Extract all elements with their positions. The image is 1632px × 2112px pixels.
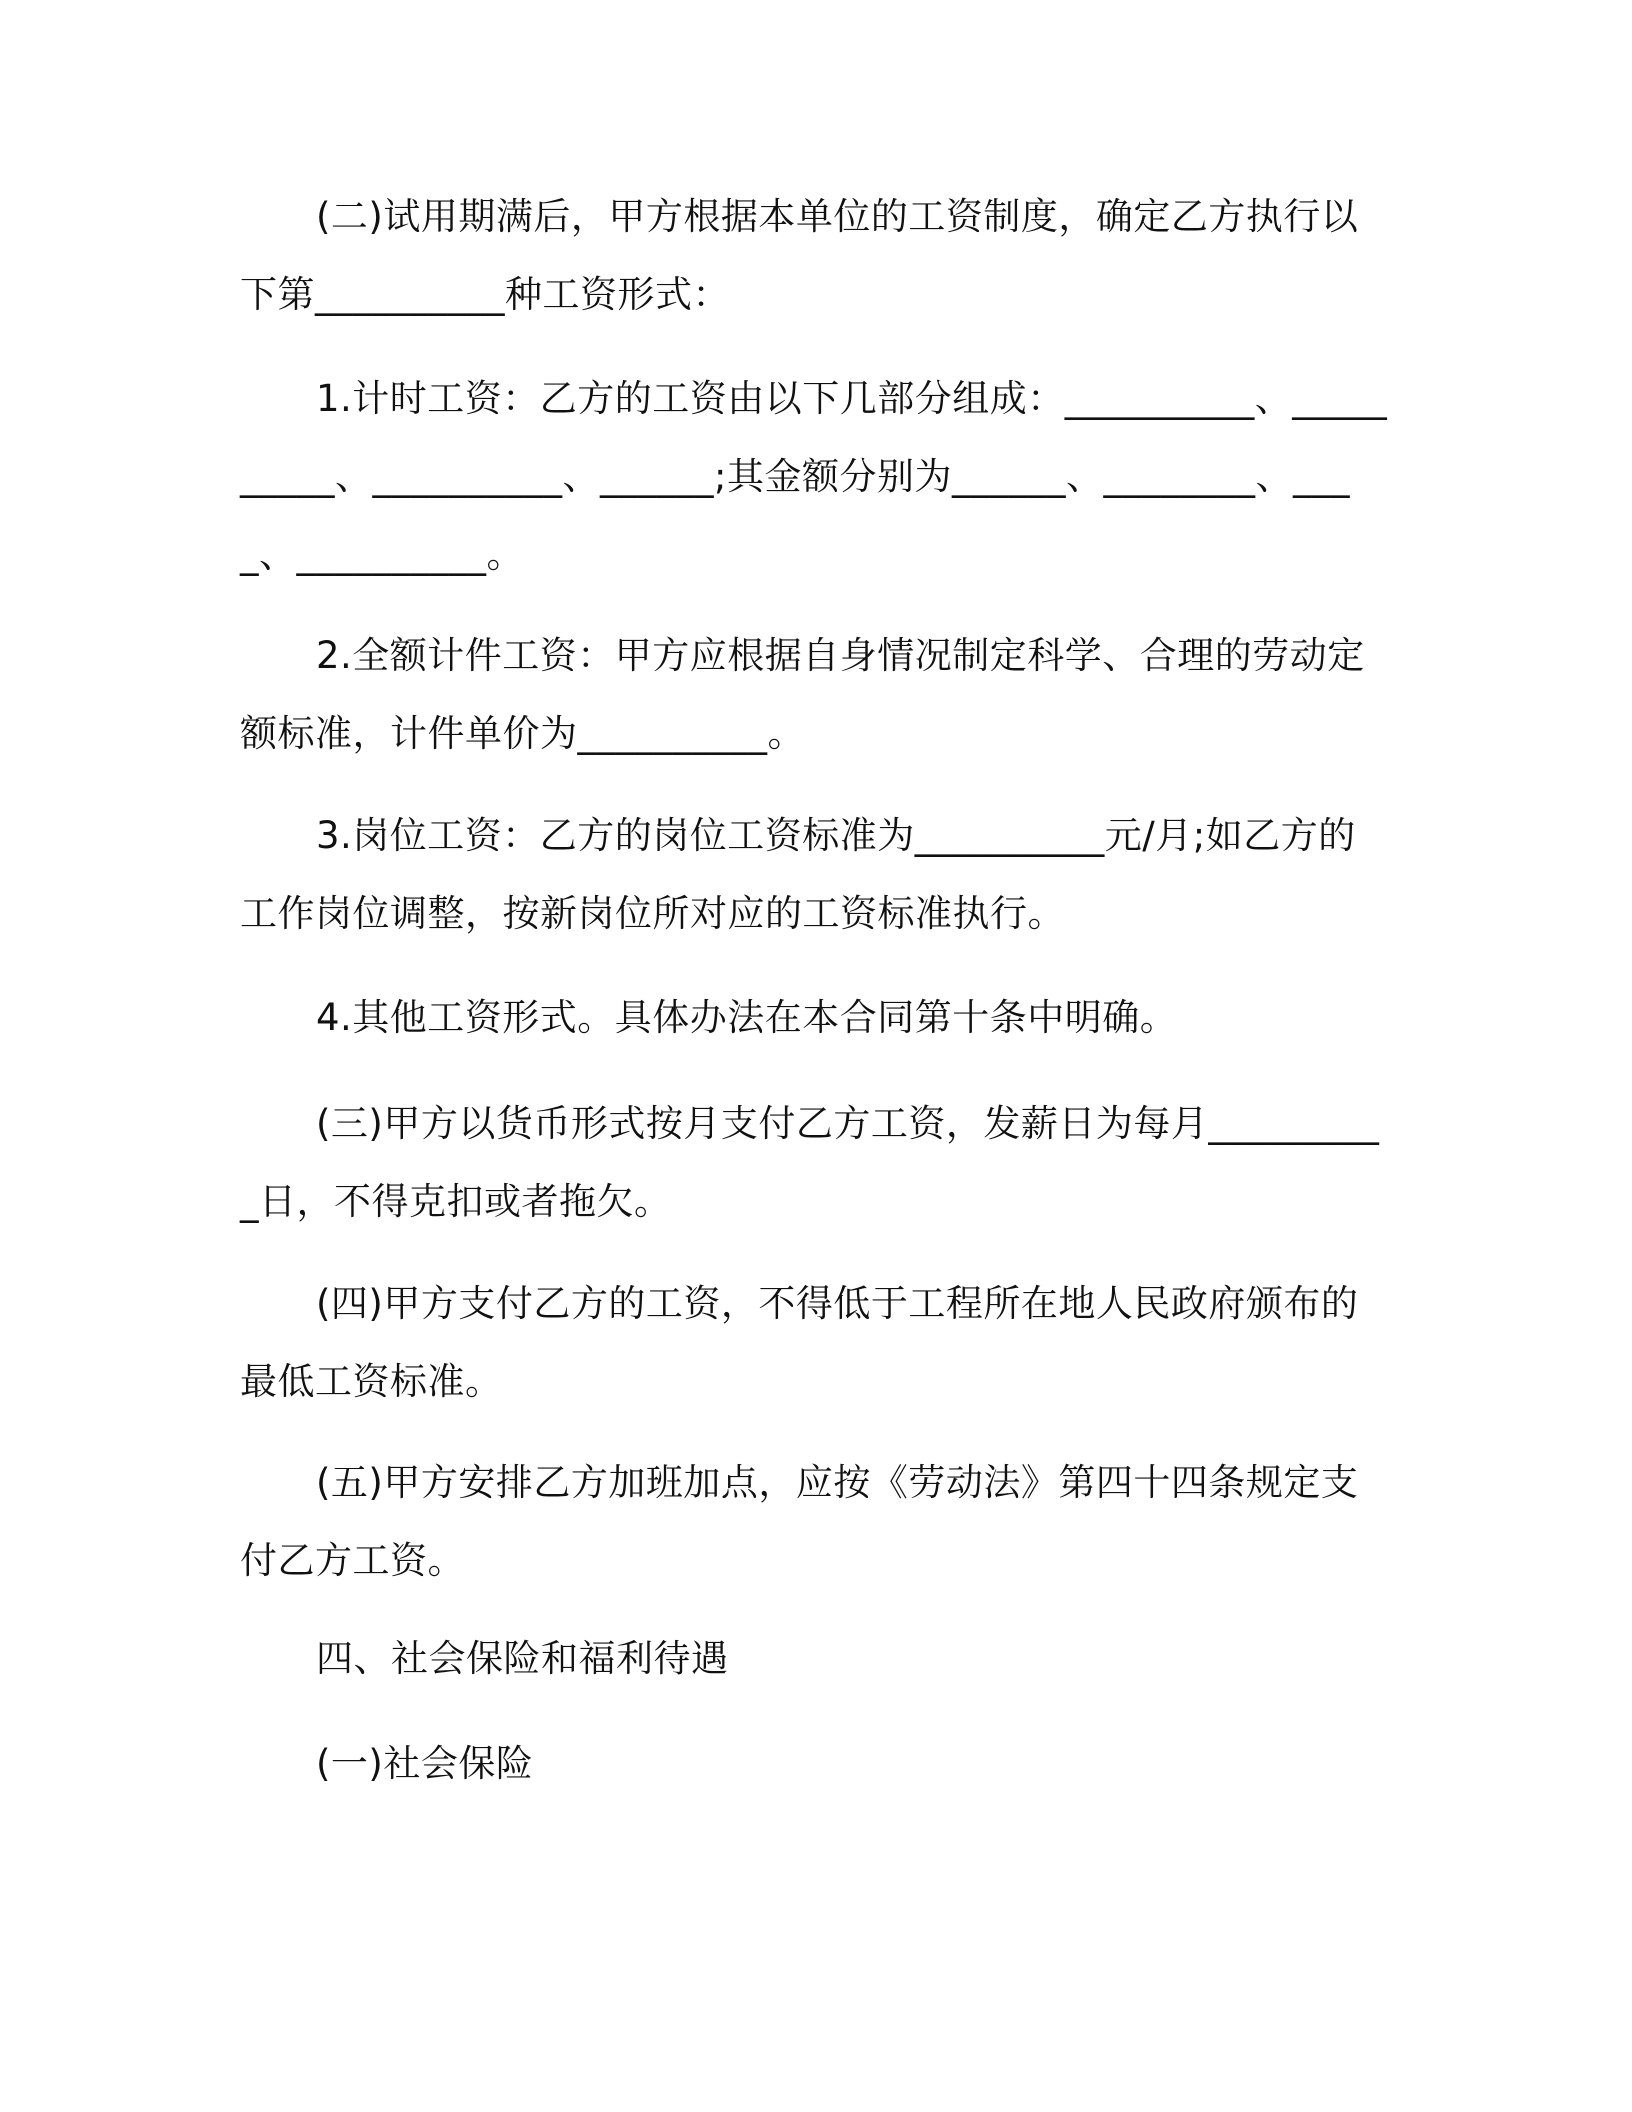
paragraph-position-wage: 3.岗位工资：乙方的岗位工资标准为__________元/月;如乙方的工作岗位调整，按新岗位所对应的工资标准执行。 — [240, 814, 1356, 935]
section-heading-social-insurance-welfare: 四、社会保险和福利待遇 — [316, 1637, 729, 1680]
subsection-heading-social-insurance: (一)社会保险 — [316, 1742, 534, 1785]
paragraph-payday: (三)甲方以货币形式按月支付乙方工资，发薪日为每月__________日，不得克扣或者拖欠。 — [240, 1102, 1380, 1223]
paragraph-minimum-wage: (四)甲方支付乙方的工资，不得低于工程所在地人民政府颁布的最低工资标准。 — [240, 1282, 1359, 1403]
paragraph-other-wage-forms: 4.其他工资形式。具体办法在本合同第十条中明确。 — [316, 996, 1178, 1039]
paragraph-piece-rate-wage: 2.全额计件工资：甲方应根据自身情况制定科学、合理的劳动定额标准，计件单价为__________。 — [240, 634, 1365, 755]
paragraph-overtime-pay: (五)甲方安排乙方加班加点，应按《劳动法》第四十四条规定支付乙方工资。 — [240, 1461, 1359, 1582]
paragraph-trial-period-wage-form: (二)试用期满后，甲方根据本单位的工资制度，确定乙方执行以下第__________种工资形式： — [240, 195, 1359, 316]
paragraph-hourly-wage: 1.计时工资：乙方的工资由以下几部分组成：__________、__________、__________、______;其金额分别为______、________、____、__________。 — [240, 377, 1388, 576]
